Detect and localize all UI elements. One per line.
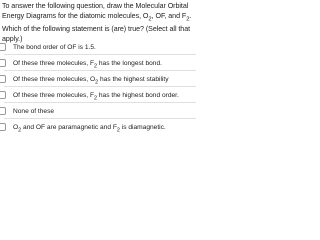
option-label-text: has the highest bond order. bbox=[97, 92, 179, 99]
option-label-text: Of these three molecules, F bbox=[13, 60, 94, 67]
option-paramagnetic[interactable] bbox=[0, 119, 200, 136]
question-subscript-f2: 2 bbox=[186, 16, 190, 23]
option-label-subscript: 2 bbox=[18, 127, 22, 134]
checkbox[interactable] bbox=[0, 59, 6, 67]
option-label-text: None of these bbox=[13, 108, 55, 115]
option-label-text: Of these three molecules, O bbox=[13, 76, 96, 83]
option-label-text: has the highest stability bbox=[98, 76, 169, 83]
option-label bbox=[13, 123, 166, 135]
question-subscript-o2: 2 bbox=[148, 16, 152, 23]
option-label-text: and OF are paramagnetic and F bbox=[21, 124, 117, 131]
question-text bbox=[2, 1, 198, 44]
checkbox[interactable] bbox=[0, 75, 6, 83]
option-label bbox=[13, 43, 96, 52]
checkbox[interactable] bbox=[0, 91, 6, 99]
question-text-part3: . Which of the following statement is (are) true? (Select all that apply.) bbox=[2, 12, 192, 44]
checkbox[interactable] bbox=[0, 123, 6, 131]
option-label bbox=[13, 107, 54, 116]
checkbox[interactable] bbox=[0, 107, 6, 115]
option-label-text: O bbox=[13, 124, 19, 131]
option-label-subscript: 2 bbox=[116, 127, 120, 134]
question-text-part1: To answer the following question, draw the Molecular Orbital Energy Diagrams for the diatomic molecules, O bbox=[2, 2, 189, 20]
option-label-subscript: 2 bbox=[94, 95, 98, 102]
option-label-subscript: 2 bbox=[94, 63, 98, 70]
option-label-text: Of these three molecules, F bbox=[13, 92, 94, 99]
option-label-text: The bond order of OF is 1.5. bbox=[13, 44, 96, 51]
option-label-subscript: 2 bbox=[95, 79, 99, 86]
checkbox[interactable] bbox=[0, 43, 6, 51]
option-label-text: is diamagnetic. bbox=[119, 124, 166, 131]
question-text-part2: , OF, and F bbox=[151, 12, 187, 20]
option-label-text: has the longest bond. bbox=[97, 60, 162, 67]
